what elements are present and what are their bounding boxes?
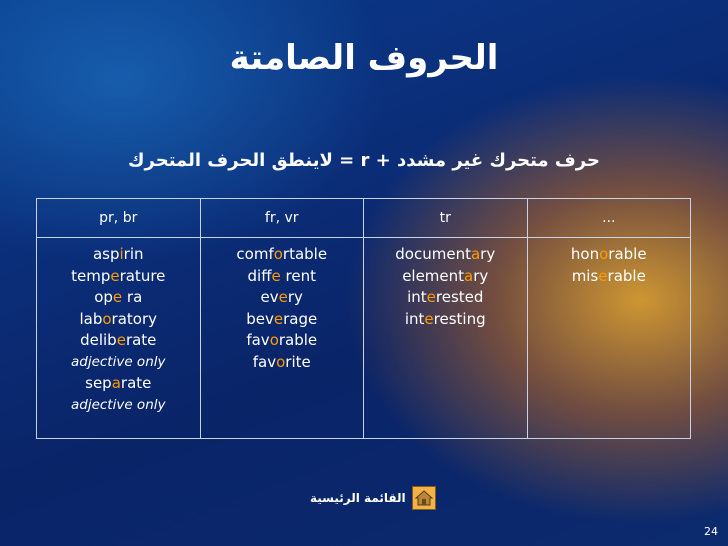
word-column	[527, 238, 691, 439]
word-item	[365, 309, 526, 331]
word-item	[202, 309, 363, 331]
word-item	[38, 266, 199, 288]
highlighted-vowel: e	[112, 288, 123, 306]
word-segment: mis	[571, 266, 599, 285]
highlighted-vowel: e	[426, 288, 436, 306]
table-row	[37, 238, 691, 439]
word-segment: resting	[433, 309, 486, 328]
word-note	[38, 395, 199, 417]
word-segment: diff	[247, 266, 272, 285]
word-segment: adjective only	[70, 396, 166, 413]
highlighted-vowel: o	[102, 309, 112, 328]
word-segment: rable	[608, 245, 647, 263]
word-segment: ev	[260, 288, 279, 306]
word-segment: op	[94, 288, 113, 306]
word-column	[364, 238, 528, 439]
word-segment: document	[395, 245, 471, 263]
word-segment: rable	[607, 266, 646, 285]
column-header-fr-vr: fr, vr	[200, 199, 364, 238]
home-button[interactable]	[412, 486, 436, 510]
highlighted-vowel: a	[470, 245, 481, 263]
word-segment: bev	[246, 309, 274, 328]
word-segment: rested	[435, 288, 484, 306]
word-item	[202, 266, 363, 288]
highlighted-vowel: o	[276, 352, 286, 371]
table-header-row	[37, 199, 691, 238]
page-number: 24	[704, 525, 718, 538]
word-segment: adjective only	[70, 353, 166, 370]
word-segment: comf	[236, 245, 274, 263]
word-item	[529, 244, 690, 266]
word-item	[38, 309, 199, 331]
word-segment: rent	[280, 266, 316, 285]
home-nav[interactable]	[310, 485, 436, 511]
word-note	[38, 352, 199, 374]
highlighted-vowel: e	[273, 309, 284, 328]
word-segment: delib	[80, 331, 117, 349]
word-segment: asp	[92, 245, 120, 263]
word-segment: temp	[71, 266, 111, 285]
word-item	[365, 244, 526, 266]
word-item	[365, 266, 526, 288]
column-header-more: ...	[527, 199, 691, 238]
slide-subtitle: حرف متحرك غير مشدد + r = لاينطق الحرف المتحرك	[128, 150, 600, 171]
word-segment: rate	[120, 374, 152, 392]
word-segment: ratory	[111, 309, 158, 328]
column-header-tr: tr	[364, 199, 528, 238]
word-item	[365, 287, 526, 309]
word-segment: int	[404, 309, 425, 328]
word-item	[202, 352, 363, 374]
highlighted-vowel: e	[110, 266, 120, 285]
highlighted-vowel: e	[424, 309, 434, 328]
word-item	[38, 373, 199, 395]
highlighted-vowel: e	[278, 288, 288, 306]
word-column	[37, 238, 201, 439]
highlighted-vowel: a	[111, 374, 121, 392]
word-item	[529, 266, 690, 288]
word-segment: ry	[480, 245, 496, 263]
highlighted-vowel: e	[598, 266, 608, 285]
word-segment: rage	[283, 309, 318, 328]
word-item	[38, 244, 199, 266]
highlighted-vowel: a	[464, 266, 474, 285]
word-segment: rite	[285, 352, 311, 371]
word-segment: fav	[246, 331, 270, 349]
word-item	[202, 287, 363, 309]
highlighted-vowel: o	[599, 245, 609, 263]
word-item	[38, 287, 199, 309]
word-segment: ry	[287, 288, 303, 306]
word-segment: fav	[252, 352, 277, 371]
consonant-table	[36, 198, 691, 439]
highlighted-vowel: o	[269, 331, 279, 349]
word-segment: rtable	[282, 245, 328, 263]
highlighted-vowel: o	[273, 245, 283, 263]
home-icon	[415, 490, 433, 506]
highlighted-vowel: i	[119, 245, 124, 263]
word-item	[38, 330, 199, 352]
word-segment: int	[407, 288, 427, 306]
word-item	[202, 244, 363, 266]
highlighted-vowel: e	[116, 331, 126, 349]
word-segment: ry	[473, 266, 489, 285]
word-segment: lab	[79, 309, 103, 328]
word-segment: sep	[85, 374, 112, 392]
column-header-pr-br: pr, br	[37, 199, 201, 238]
word-segment: rature	[119, 266, 166, 285]
word-column	[200, 238, 364, 439]
word-segment: rate	[125, 331, 157, 349]
word-segment: hon	[570, 245, 600, 263]
word-segment: ra	[122, 288, 143, 306]
word-segment: rable	[278, 331, 318, 349]
word-item	[202, 330, 363, 352]
word-segment: element	[402, 266, 465, 285]
highlighted-vowel: e	[271, 266, 281, 285]
slide-title: الحروف الصامتة	[229, 38, 499, 78]
home-label[interactable]: القائمة الرئيسية	[310, 491, 406, 505]
word-segment: rin	[123, 245, 144, 263]
